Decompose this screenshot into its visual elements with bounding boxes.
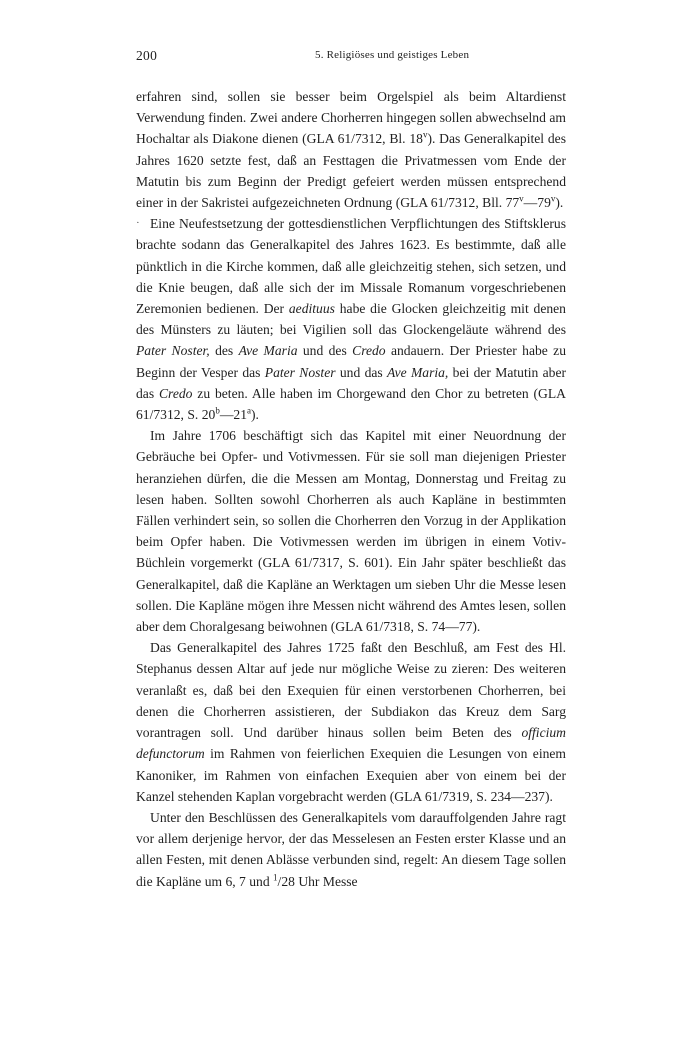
text-run: ). <box>555 195 564 211</box>
text-run: ). <box>251 407 259 423</box>
text-run: des <box>209 343 239 359</box>
superscript: v <box>550 193 556 204</box>
text-run: —21 <box>219 407 247 423</box>
text-run: ). Das Generalkapitel des Jahres 1620 setzte fest, daß an Festtagen die Privatmessen vom Ende der Matutin bis zum Beginn der Predigt gefeiert werden müssen entsprechend einer in der Sakristei aufgezeichneten Ordnung (GLA 61/7312, Bll. 77 <box>136 131 566 211</box>
superscript: 1 <box>273 871 278 882</box>
running-head <box>136 48 566 68</box>
text-run: Im Jahre 1706 beschäftigt sich das Kapitel mit einer Neuordnung der Gebräuche bei Opfer- und Votivmessen. Für sie soll man diejenigen Priester heranziehen dürfen, die die Messen am Montag, Donnerstag und Freitag zu lesen haben. Sollten sowohl Chorherren als auch Kapläne in bestimmten Fällen verhindert sein, so sollen die Chorherren den Vorzug in der Applikation beim Opfer haben. Die Votivmessen werden im übrigen in einem Votiv-Büchlein vorgemerkt (GLA 61/7317, S. 601). Ein Jahr später beschließt das Generalkapitel, daß die Kapläne an Werktagen um sieben Uhr die Messe lesen sollen. Die Kapläne mögen ihre Messen nicht während des Amtes lesen, sollen aber dem Choralgesang beiwohnen (GLA 61/7318, S. 74—77). <box>136 428 566 635</box>
superscript: b <box>215 405 220 416</box>
text-run: und des <box>297 343 353 359</box>
text-run: im Rahmen von feierlichen Exequien die Lesungen von einem Kanoniker, im Rahmen von einfachen Exequien aber von einem bei der Kanzel stehenden Kaplan vorgebracht werden (GLA 61/7319, S. 234—237). <box>136 746 566 804</box>
superscript: a <box>247 405 251 416</box>
italic-term: aedituus <box>288 301 335 317</box>
text-run: Das Generalkapitel des Jahres 1725 faßt den Beschluß, am Fest des Hl. Stephanus dessen Altar auf jede nur mögliche Weise zu zieren: Des weiteren veranlaßt es, daß bei den Exequien für einen verstorbenen Chorherren, bei denen die Chorherren assistieren, der Subdiakon das Kreuz dem Sarg vorantragen soll. Und darüber hinaus sollen beim Beten des <box>136 640 566 741</box>
italic-term: Ave Maria, <box>387 364 449 380</box>
italic-term: Pater Noster <box>264 364 336 380</box>
text-run: —79 <box>523 195 551 211</box>
italic-term: Credo <box>158 385 193 401</box>
text-run: /2 <box>277 873 289 889</box>
paragraph <box>136 86 566 213</box>
text-run: 8 Uhr Messe <box>288 873 358 889</box>
margin-dot: · <box>136 217 140 230</box>
body-text <box>136 86 566 892</box>
paragraph <box>136 637 566 807</box>
text-run: habe die Glocken gleichzeitig mit denen des Münsters zu läuten; bei Vigilien soll das Glockengeläute während des <box>136 301 566 338</box>
italic-term: officium defunctorum <box>136 725 566 762</box>
text-run: zu beten. Alle haben im Chorgewand den Chor zu betreten (GLA 61/7312, S. 20 <box>136 385 566 423</box>
paragraph <box>136 807 566 892</box>
text-run: und das <box>335 364 388 380</box>
text-run: Unter den Beschlüssen des Generalkapitels vom darauffolgenden Jahre ragt vor allem derjenige hervor, der das Messelesen an Festen erster Klasse und an allen Festen, mit denen Ablässe verbunden sind, regelt: An diesem Tage sollen die Kapläne um 6, 7 und <box>136 809 566 889</box>
text-run: bei der Matutin aber das <box>136 364 567 401</box>
paragraph <box>136 213 566 425</box>
text-run: andauern. Der Priester habe zu Beginn der Vesper das <box>136 343 566 380</box>
page-number: 200 <box>136 48 158 63</box>
italic-term: Pater Noster, <box>136 343 210 359</box>
book-page <box>136 48 566 892</box>
superscript: v <box>519 193 524 204</box>
superscript: v <box>422 129 428 140</box>
paragraph <box>136 425 566 637</box>
italic-term: Credo <box>352 343 386 359</box>
text-run: erfahren sind, sollen sie besser beim Orgelspiel als beim Altardienst Verwendung finden. Zwei andere Chorherren hingegen sollen abwechselnd am Hochaltar als Diakone dienen (GLA 61/7312, Bl. 18 <box>136 89 566 147</box>
running-title: 5. Religiöses und geistiges Leben <box>315 49 470 61</box>
italic-term: Ave Maria <box>238 343 298 359</box>
text-run: Eine Neufestsetzung der gottesdienstlichen Verpflichtungen des Stiftsklerus brachte sodann das Generalkapitel des Jahres 1623. Es bestimmte, daß alle pünktlich in die Kirche kommen, daß alle gleichzeitig stehen, sich setzen, und die Knie beugen, daß alle sich der im Missale Romanum vorgeschriebenen Zeremonien bedienen. Der <box>136 216 566 317</box>
